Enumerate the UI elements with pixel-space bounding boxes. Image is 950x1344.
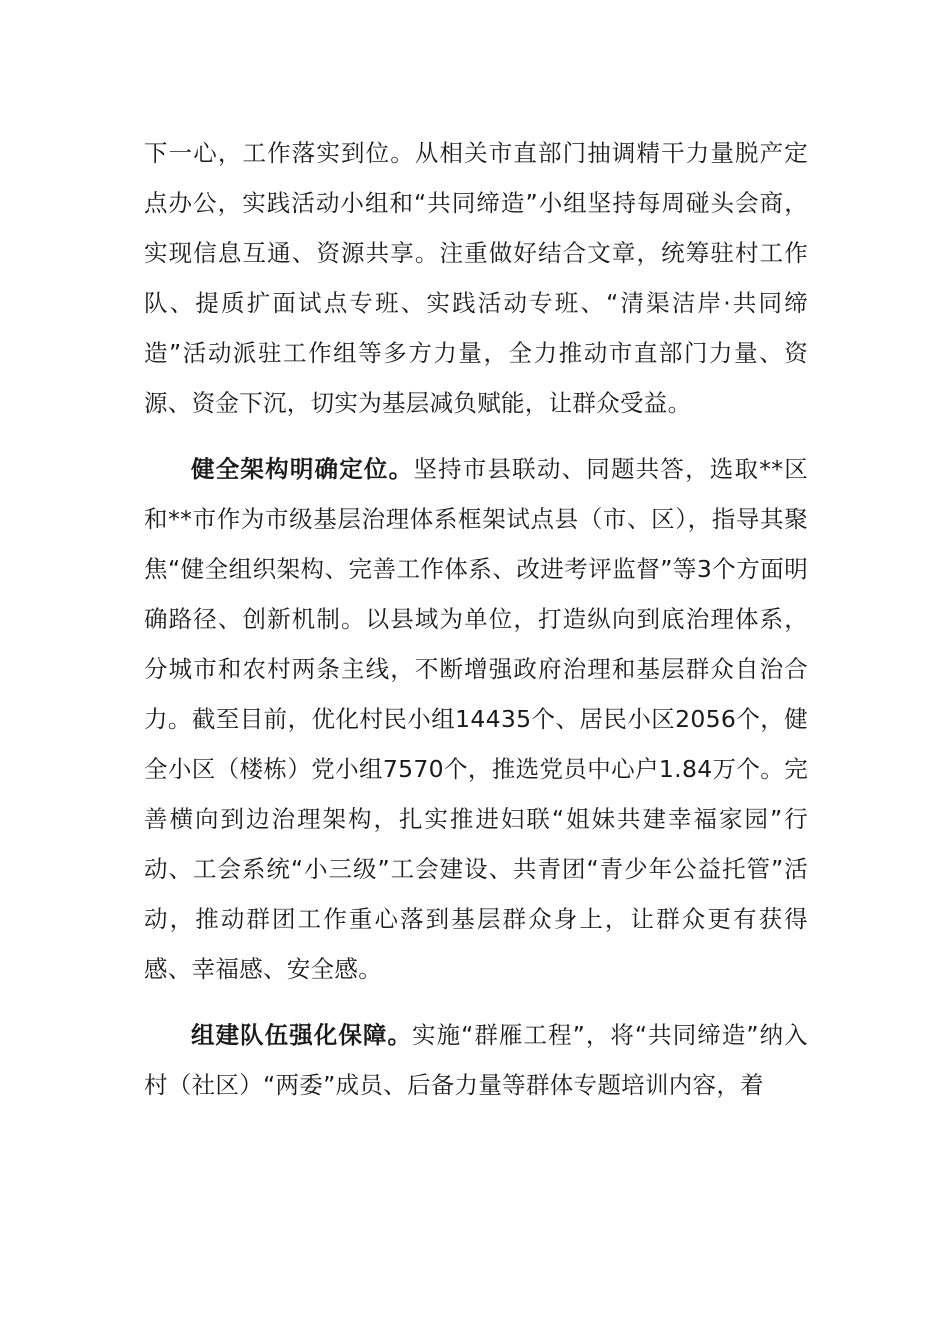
document-page (144, 128, 808, 1126)
paragraph-2 (144, 444, 808, 994)
paragraph-2-heading: 健全架构明确定位。 (191, 455, 414, 483)
paragraph-3-text: 实施“群雁工程”，将“共同缔造”纳入村（社区）“两委”成员、后备力量等群体专题培训内容，着 (144, 1021, 808, 1099)
paragraph-3-heading: 组建队伍强化保障。 (191, 1021, 413, 1049)
paragraph-2-text: 坚持市县联动、同题共答，选取**区和**市作为市级基层治理体系框架试点县（市、区），指导其聚焦“健全组织架构、完善工作体系、改进考评监督”等3个方面明确路径、创新机制。以县域为单位，打造纵向到底治理体系，分城市和农村两条主线，不断增强政府治理和基层群众自治合力。截至目前，优化村民小组14435个、居民小区2056个，健全小区（楼栋）党小组7570个，推选党员中心户1.84万个。完善横向到边治理架构，扎实推进妇联“姐妹共建幸福家园”行动、工会系统“小三级”工会建设、共青团“青少年公益托管”活动，推动群团工作重心落到基层群众身上，让群众更有获得感、幸福感、安全感。 (144, 455, 808, 983)
paragraph-1 (144, 128, 808, 428)
paragraph-3 (144, 1010, 808, 1110)
paragraph-1-text: 下一心，工作落实到位。从相关市直部门抽调精干力量脱产定点办公，实践活动小组和“共同缔造”小组坚持每周碰头会商，实现信息互通、资源共享。注重做好结合文章，统筹驻村工作队、提质扩面试点专班、实践活动专班、“清渠洁岸·共同缔造”活动派驻工作组等多方力量，全力推动市直部门力量、资源、资金下沉，切实为基层减负赋能，让群众受益。 (144, 139, 808, 417)
